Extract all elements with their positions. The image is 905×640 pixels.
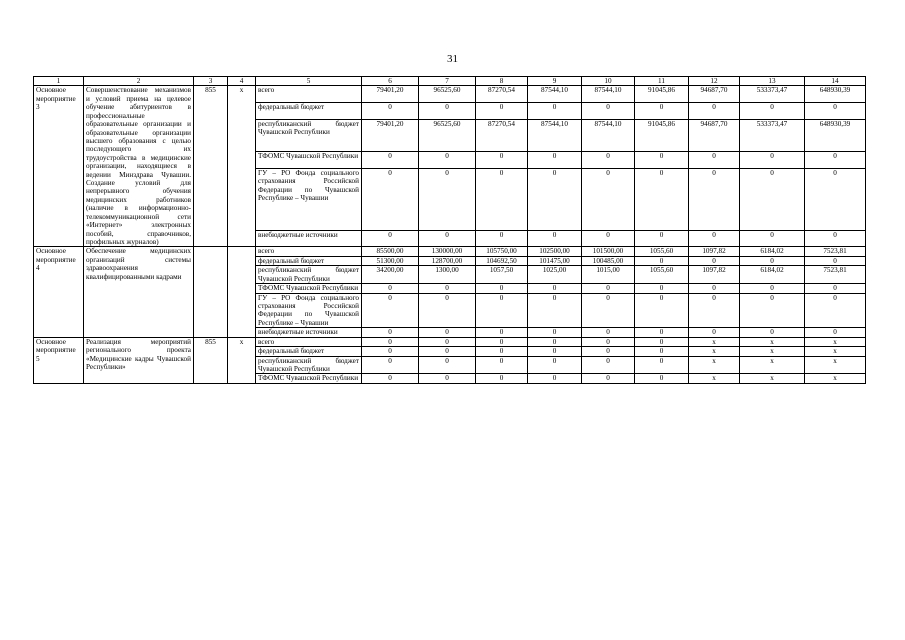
- value-cell: 101500,00: [582, 247, 635, 256]
- value-cell: 0: [740, 230, 805, 247]
- value-cell: 0: [419, 337, 476, 346]
- value-cell: 94687,70: [689, 120, 740, 152]
- value-cell: 0: [419, 328, 476, 337]
- value-cell: 0: [582, 293, 635, 328]
- measure-mark: x: [228, 337, 256, 383]
- value-cell: 0: [419, 151, 476, 168]
- value-cell: 0: [582, 230, 635, 247]
- value-cell: 0: [689, 328, 740, 337]
- value-cell: 96525,60: [419, 120, 476, 152]
- measure-code: 855: [194, 86, 228, 247]
- value-cell: 0: [805, 328, 866, 337]
- value-cell: 0: [635, 328, 689, 337]
- value-cell: 0: [476, 347, 528, 356]
- value-cell: 0: [582, 151, 635, 168]
- value-cell: 6184,02: [740, 247, 805, 256]
- measure-description: Совершенствование механизмов и условий приема на целевое обучение абитуриентов в профессиональные образовательные организации и образовательные организации высшего образования с целью последующего их трудоустройства в медицинские организации, находящиеся в ведении Минздрава Чувашии. Создание условий для непрерывного обучения медицинских работников (наличие в информационно-телекоммуникационной сети «Интернет» электронных пособий, справочников, профильных журналов): [84, 86, 194, 247]
- value-cell: 79401,20: [362, 120, 419, 152]
- measure-name: Основное мероприятие 5: [34, 337, 84, 383]
- value-cell: 79401,20: [362, 86, 419, 103]
- value-cell: 105750,00: [476, 247, 528, 256]
- value-cell: 0: [582, 356, 635, 374]
- value-cell: 87270,54: [476, 86, 528, 103]
- header-cell: 5: [256, 77, 362, 86]
- value-cell: 0: [635, 347, 689, 356]
- value-cell: 87544,10: [528, 120, 582, 152]
- value-cell: 87270,54: [476, 120, 528, 152]
- value-cell: 0: [528, 374, 582, 383]
- header-cell: 12: [689, 77, 740, 86]
- value-cell: 0: [582, 168, 635, 230]
- measure-mark: [228, 247, 256, 337]
- header-row: [34, 77, 866, 86]
- funding-source: ТФОМС Чувашской Республики: [256, 151, 362, 168]
- table-body: [34, 77, 866, 384]
- value-cell: 0: [419, 103, 476, 120]
- measure-code: [194, 247, 228, 337]
- measure-mark: x: [228, 86, 256, 247]
- value-cell: 0: [362, 337, 419, 346]
- value-cell: 0: [476, 151, 528, 168]
- funding-source: республиканский бюджет Чувашской Республики: [256, 120, 362, 152]
- value-cell: 0: [528, 328, 582, 337]
- value-cell: 0: [740, 151, 805, 168]
- header-cell: 11: [635, 77, 689, 86]
- value-cell: 0: [805, 284, 866, 293]
- value-cell: 0: [582, 337, 635, 346]
- value-cell: 0: [362, 284, 419, 293]
- value-cell: 0: [419, 374, 476, 383]
- value-cell: 1300,00: [419, 266, 476, 284]
- value-cell: 0: [689, 151, 740, 168]
- value-cell: 0: [740, 328, 805, 337]
- header-cell: 3: [194, 77, 228, 86]
- value-cell: 0: [528, 356, 582, 374]
- value-cell: 1055,60: [635, 266, 689, 284]
- value-cell: 128700,00: [419, 256, 476, 265]
- value-cell: 0: [528, 284, 582, 293]
- value-cell: 0: [635, 168, 689, 230]
- value-cell: 533373,47: [740, 120, 805, 152]
- value-cell: 104692,50: [476, 256, 528, 265]
- value-cell: x: [689, 337, 740, 346]
- value-cell: 0: [419, 356, 476, 374]
- header-cell: 10: [582, 77, 635, 86]
- value-cell: x: [740, 374, 805, 383]
- value-cell: 0: [582, 284, 635, 293]
- funding-source: ТФОМС Чувашской Республики: [256, 374, 362, 383]
- funding-source: всего: [256, 247, 362, 256]
- value-cell: 0: [635, 356, 689, 374]
- value-cell: 96525,60: [419, 86, 476, 103]
- value-cell: 91045,86: [635, 86, 689, 103]
- value-cell: 0: [476, 168, 528, 230]
- value-cell: 0: [635, 337, 689, 346]
- value-cell: x: [805, 374, 866, 383]
- funding-source: ГУ – РО Фонда социального страхования Российской Федерации по Чувашской Республике – Чувашии: [256, 168, 362, 230]
- measure-description: Реализация мероприятий регионального проекта «Медицинские кадры Чувашской Республики»: [84, 337, 194, 383]
- value-cell: 0: [528, 347, 582, 356]
- value-cell: 6184,02: [740, 266, 805, 284]
- value-cell: 0: [362, 230, 419, 247]
- value-cell: 0: [362, 328, 419, 337]
- value-cell: 0: [362, 347, 419, 356]
- table-row: [34, 86, 866, 103]
- value-cell: 0: [419, 284, 476, 293]
- value-cell: 1057,50: [476, 266, 528, 284]
- value-cell: 87544,10: [582, 120, 635, 152]
- value-cell: 0: [689, 103, 740, 120]
- value-cell: 87544,10: [582, 86, 635, 103]
- value-cell: 0: [689, 230, 740, 247]
- value-cell: 0: [740, 103, 805, 120]
- value-cell: 130000,00: [419, 247, 476, 256]
- value-cell: 0: [476, 284, 528, 293]
- value-cell: 0: [419, 230, 476, 247]
- funding-source: ТФОМС Чувашской Республики: [256, 284, 362, 293]
- value-cell: x: [689, 347, 740, 356]
- funding-source: внебюджетные источники: [256, 328, 362, 337]
- value-cell: x: [740, 356, 805, 374]
- measure-name: Основное мероприятие 4: [34, 247, 84, 337]
- header-cell: 6: [362, 77, 419, 86]
- value-cell: 0: [805, 256, 866, 265]
- value-cell: 0: [805, 151, 866, 168]
- funding-source: республиканский бюджет Чувашской Республики: [256, 266, 362, 284]
- value-cell: 0: [362, 293, 419, 328]
- value-cell: x: [740, 347, 805, 356]
- funding-table: [33, 76, 866, 384]
- value-cell: 34200,00: [362, 266, 419, 284]
- value-cell: 0: [362, 168, 419, 230]
- measure-code: 855: [194, 337, 228, 383]
- value-cell: 0: [635, 151, 689, 168]
- header-cell: 2: [84, 77, 194, 86]
- value-cell: 0: [476, 356, 528, 374]
- measure-description: Обеспечение медицинских организаций системы здравоохранения квалифицированными кадрами: [84, 247, 194, 337]
- header-cell: 9: [528, 77, 582, 86]
- value-cell: 87544,10: [528, 86, 582, 103]
- header-cell: 14: [805, 77, 866, 86]
- value-cell: 0: [689, 284, 740, 293]
- value-cell: 1055,60: [635, 247, 689, 256]
- funding-source: федеральный бюджет: [256, 347, 362, 356]
- value-cell: 0: [689, 168, 740, 230]
- value-cell: 0: [362, 103, 419, 120]
- value-cell: 0: [528, 103, 582, 120]
- value-cell: x: [805, 337, 866, 346]
- page-number: 31: [447, 53, 458, 65]
- header-cell: 4: [228, 77, 256, 86]
- value-cell: 101475,00: [528, 256, 582, 265]
- value-cell: x: [740, 337, 805, 346]
- value-cell: 0: [476, 374, 528, 383]
- funding-source: федеральный бюджет: [256, 256, 362, 265]
- funding-source: республиканский бюджет Чувашской Республики: [256, 356, 362, 374]
- value-cell: 1025,00: [528, 266, 582, 284]
- value-cell: 85500,00: [362, 247, 419, 256]
- value-cell: 1097,82: [689, 247, 740, 256]
- funding-source: всего: [256, 86, 362, 103]
- funding-source: федеральный бюджет: [256, 103, 362, 120]
- header-cell: 7: [419, 77, 476, 86]
- value-cell: 1097,82: [689, 266, 740, 284]
- value-cell: 0: [582, 374, 635, 383]
- value-cell: x: [805, 347, 866, 356]
- value-cell: x: [689, 374, 740, 383]
- value-cell: 0: [528, 168, 582, 230]
- value-cell: 0: [476, 103, 528, 120]
- value-cell: 0: [740, 168, 805, 230]
- value-cell: 0: [476, 230, 528, 247]
- value-cell: 0: [419, 293, 476, 328]
- value-cell: 0: [635, 230, 689, 247]
- value-cell: 0: [635, 374, 689, 383]
- value-cell: 0: [362, 356, 419, 374]
- value-cell: 0: [740, 284, 805, 293]
- value-cell: 102500,00: [528, 247, 582, 256]
- header-cell: 13: [740, 77, 805, 86]
- value-cell: 0: [582, 328, 635, 337]
- value-cell: 0: [582, 347, 635, 356]
- value-cell: 0: [805, 168, 866, 230]
- value-cell: 100485,00: [582, 256, 635, 265]
- header-cell: 8: [476, 77, 528, 86]
- funding-source: всего: [256, 337, 362, 346]
- value-cell: 0: [476, 328, 528, 337]
- value-cell: 0: [805, 293, 866, 328]
- value-cell: 7523,81: [805, 247, 866, 256]
- value-cell: 91045,86: [635, 120, 689, 152]
- value-cell: 0: [689, 293, 740, 328]
- value-cell: 0: [805, 103, 866, 120]
- value-cell: 94687,70: [689, 86, 740, 103]
- value-cell: 51300,00: [362, 256, 419, 265]
- funding-source: внебюджетные источники: [256, 230, 362, 247]
- value-cell: 0: [805, 230, 866, 247]
- value-cell: 648930,39: [805, 120, 866, 152]
- value-cell: 0: [635, 256, 689, 265]
- value-cell: 7523,81: [805, 266, 866, 284]
- value-cell: 0: [362, 151, 419, 168]
- value-cell: 0: [528, 337, 582, 346]
- value-cell: 0: [362, 374, 419, 383]
- value-cell: 0: [635, 103, 689, 120]
- table-row: [34, 337, 866, 346]
- table-row: [34, 247, 866, 256]
- value-cell: 0: [689, 256, 740, 265]
- measure-name: Основное мероприятие 3: [34, 86, 84, 247]
- funding-source: ГУ – РО Фонда социального страхования Российской Федерации по Чувашской Республике – Чувашии: [256, 293, 362, 328]
- header-cell: 1: [34, 77, 84, 86]
- value-cell: x: [689, 356, 740, 374]
- value-cell: 1015,00: [582, 266, 635, 284]
- value-cell: 0: [528, 230, 582, 247]
- value-cell: 0: [582, 103, 635, 120]
- value-cell: 0: [528, 151, 582, 168]
- value-cell: x: [805, 356, 866, 374]
- value-cell: 648930,39: [805, 86, 866, 103]
- value-cell: 0: [740, 293, 805, 328]
- value-cell: 533373,47: [740, 86, 805, 103]
- value-cell: 0: [740, 256, 805, 265]
- value-cell: 0: [419, 347, 476, 356]
- value-cell: 0: [528, 293, 582, 328]
- value-cell: 0: [419, 168, 476, 230]
- value-cell: 0: [635, 284, 689, 293]
- value-cell: 0: [476, 293, 528, 328]
- value-cell: 0: [476, 337, 528, 346]
- value-cell: 0: [635, 293, 689, 328]
